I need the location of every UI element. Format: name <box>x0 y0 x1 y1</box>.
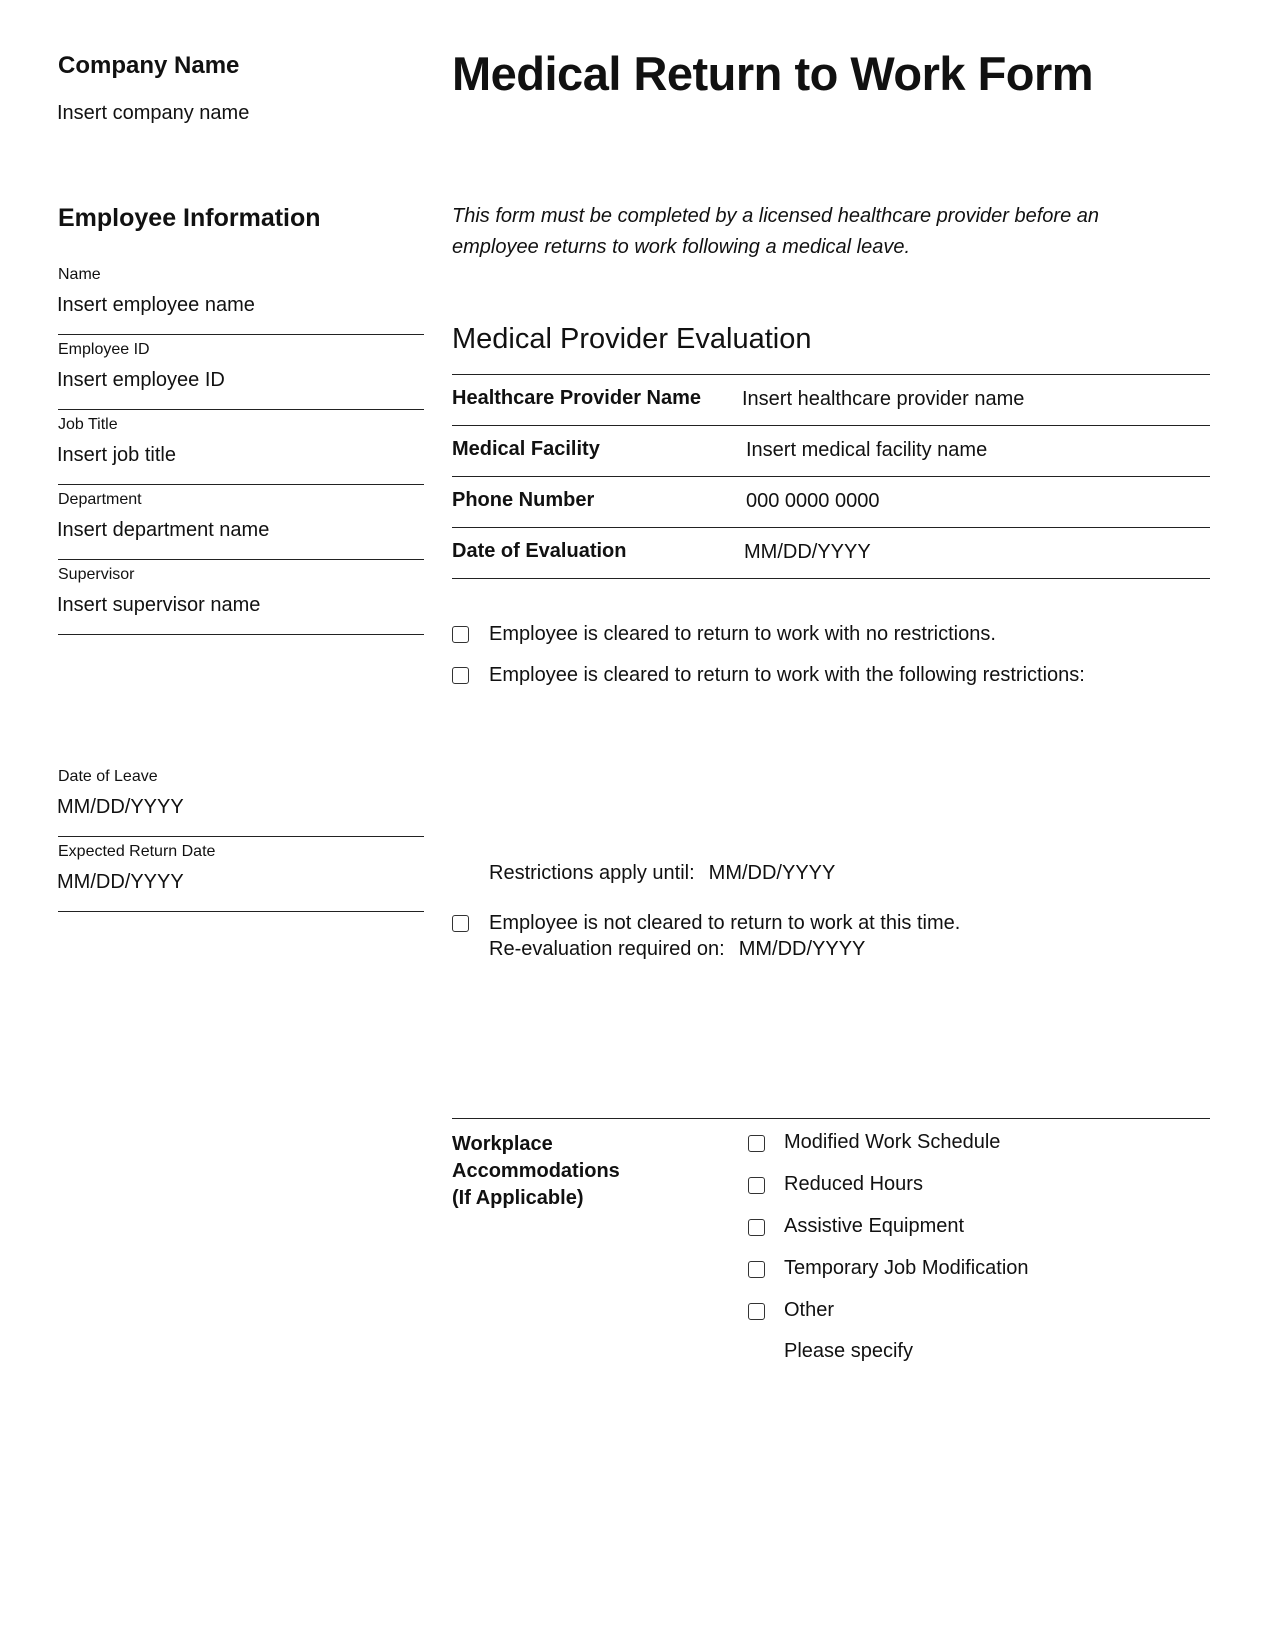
other-specify-input[interactable]: Please specify <box>784 1340 913 1362</box>
date-of-evaluation-input[interactable]: MM/DD/YYYY <box>744 541 871 563</box>
accommodations-divider <box>452 1118 1210 1119</box>
accommodation-label: Reduced Hours <box>784 1173 923 1195</box>
employee-name-field[interactable] <box>58 266 424 335</box>
cleared-no-restrictions-checkbox[interactable] <box>452 626 469 643</box>
restrictions-until-label: Restrictions apply until: <box>489 862 695 884</box>
supervisor-input[interactable]: Insert supervisor name <box>57 594 261 616</box>
job-title-input[interactable]: Insert job title <box>57 444 176 466</box>
medical-provider-evaluation-heading: Medical Provider Evaluation <box>452 323 812 355</box>
reevaluation-label: Re-evaluation required on: <box>489 938 725 960</box>
department-field[interactable] <box>58 491 424 560</box>
accommodations-label-line: Accommodations <box>452 1160 620 1182</box>
evaluation-row <box>452 375 1210 426</box>
phone-number-input[interactable]: 000 0000 0000 <box>746 490 880 512</box>
accommodation-label: Other <box>784 1299 835 1321</box>
restrictions-until-line <box>489 862 835 885</box>
evaluation-table <box>452 374 1210 579</box>
accommodation-label: Modified Work Schedule <box>784 1131 1001 1153</box>
accommodations-label-line: Workplace <box>452 1133 553 1155</box>
accommodation-label: Assistive Equipment <box>784 1215 965 1237</box>
intro-text: This form must be completed by a licensed healthcare provider before an employee returns to work following a medical leave. <box>452 205 1100 258</box>
option-label: Employee is not cleared to return to work at this time. <box>489 912 961 934</box>
field-label: Name <box>58 266 101 283</box>
evaluation-row-label: Medical Facility <box>452 438 600 460</box>
cleared-with-restrictions-checkbox[interactable] <box>452 667 469 684</box>
accommodation-checkbox[interactable] <box>748 1177 765 1194</box>
accommodation-checkbox[interactable] <box>748 1219 765 1236</box>
company-name-heading: Company Name <box>58 52 240 79</box>
company-name-field[interactable]: Insert company name <box>57 102 250 124</box>
evaluation-row-label: Date of Evaluation <box>452 540 627 562</box>
option-label: Employee is cleared to return to work with the following restrictions: <box>489 664 1085 686</box>
not-cleared-checkbox[interactable] <box>452 915 469 932</box>
accommodation-label: Temporary Job Modification <box>784 1257 1029 1279</box>
reevaluation-line <box>489 938 865 961</box>
employee-id-field[interactable] <box>58 341 424 410</box>
accommodation-checkbox[interactable] <box>748 1261 765 1278</box>
evaluation-row-label: Healthcare Provider Name <box>452 387 702 409</box>
employee-name-input[interactable]: Insert employee name <box>57 294 255 316</box>
healthcare-provider-name-input[interactable]: Insert healthcare provider name <box>742 388 1025 410</box>
field-label: Date of Leave <box>58 768 158 785</box>
accommodation-checkbox[interactable] <box>748 1303 765 1320</box>
field-label: Expected Return Date <box>58 843 216 860</box>
page-title: Medical Return to Work Form <box>452 47 1094 100</box>
reevaluation-date-input[interactable]: MM/DD/YYYY <box>738 938 866 960</box>
date-of-leave-field[interactable] <box>58 768 424 837</box>
accommodations-label <box>452 1131 672 1212</box>
medical-facility-input[interactable]: Insert medical facility name <box>746 439 988 461</box>
expected-return-date-field[interactable] <box>58 843 424 912</box>
field-label: Department <box>58 491 142 508</box>
field-label: Employee ID <box>58 341 150 358</box>
accommodations-label-line: (If Applicable) <box>452 1187 584 1209</box>
job-title-field[interactable] <box>58 416 424 485</box>
evaluation-row <box>452 477 1210 528</box>
expected-return-date-input[interactable]: MM/DD/YYYY <box>57 871 184 893</box>
restrictions-until-input[interactable]: MM/DD/YYYY <box>708 862 836 884</box>
evaluation-row <box>452 528 1210 579</box>
employee-id-input[interactable]: Insert employee ID <box>57 369 225 391</box>
option-label: Employee is cleared to return to work with no restrictions. <box>489 623 996 645</box>
evaluation-row-label: Phone Number <box>452 489 595 511</box>
department-input[interactable]: Insert department name <box>57 519 270 541</box>
evaluation-row <box>452 426 1210 477</box>
accommodation-checkbox[interactable] <box>748 1135 765 1152</box>
field-label: Supervisor <box>58 566 135 583</box>
employee-information-heading: Employee Information <box>58 204 321 232</box>
field-label: Job Title <box>58 416 118 433</box>
supervisor-field[interactable] <box>58 566 424 635</box>
date-of-leave-input[interactable]: MM/DD/YYYY <box>57 796 184 818</box>
